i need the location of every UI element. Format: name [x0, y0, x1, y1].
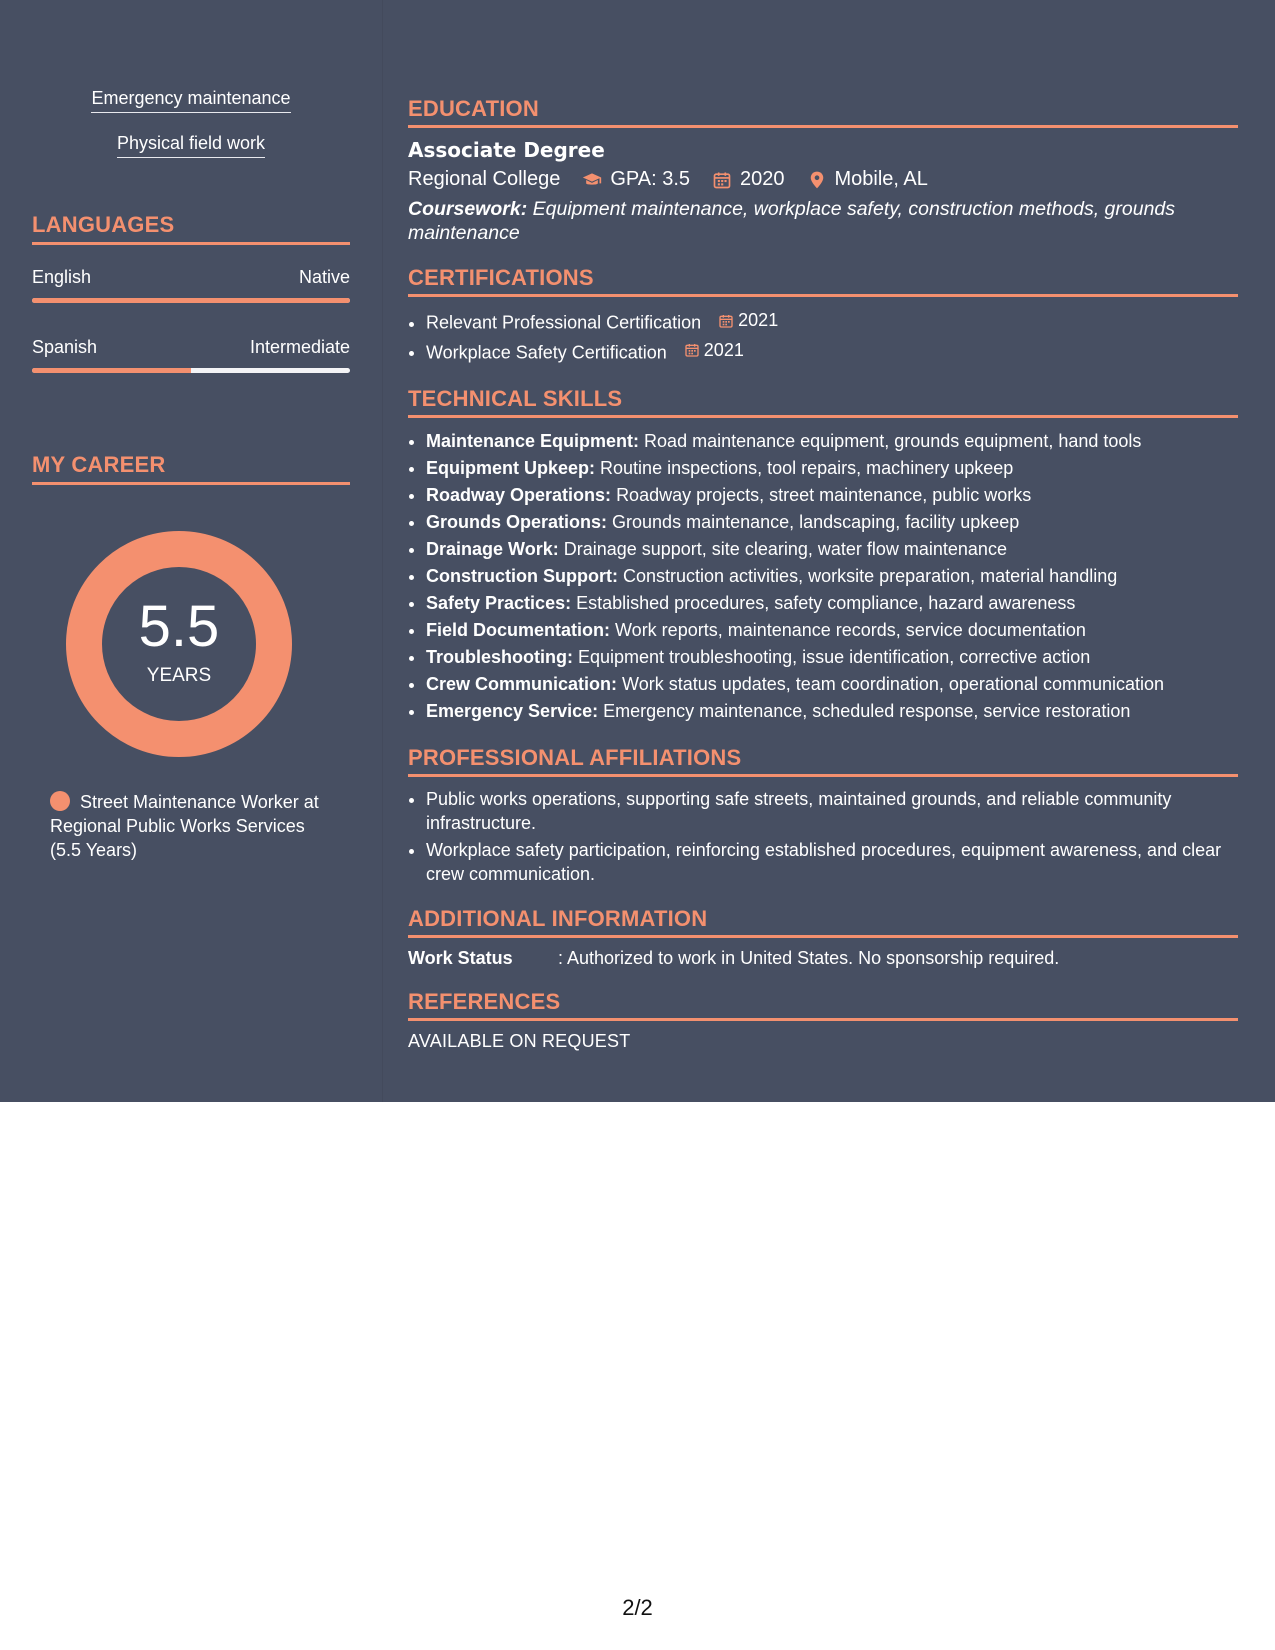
sidebar — [0, 0, 382, 1102]
skill-text: Work reports, maintenance records, service documentation — [615, 620, 1086, 640]
graduation-cap-icon — [582, 170, 602, 190]
calendar-icon — [684, 342, 700, 358]
skill-tag-label: Emergency maintenance — [91, 88, 290, 113]
certification-name: Relevant Professional Certification — [426, 312, 702, 333]
skill-label: Drainage Work: — [426, 539, 559, 559]
affiliations-section — [408, 745, 1238, 886]
certification-item — [426, 337, 1238, 367]
language-spanish — [32, 337, 350, 373]
degree-title: Associate Degree — [408, 138, 605, 162]
education-meta — [408, 168, 1238, 191]
skill-tag — [32, 133, 350, 158]
coursework-text: Equipment maintenance, workplace safety, construction methods, grounds maintenance — [408, 198, 1176, 244]
certifications-heading: CERTIFICATIONS — [408, 265, 1238, 297]
language-bar — [32, 298, 350, 303]
career-heading: MY CAREER — [32, 452, 350, 485]
work-status-row — [408, 948, 1238, 969]
skill-text: Equipment troubleshooting, issue identification, corrective action — [578, 647, 1091, 667]
skill-item — [426, 455, 1238, 482]
certifications-section — [408, 265, 1238, 366]
career-total: 5.5 — [138, 594, 220, 659]
language-name: Spanish — [32, 337, 98, 357]
gpa: GPA: 3.5 — [610, 168, 690, 190]
certification-date — [684, 337, 744, 364]
coursework-label: Coursework: — [408, 198, 528, 220]
education-location: Mobile, AL — [834, 168, 928, 190]
skill-text: Routine inspections, tool repairs, machinery upkeep — [600, 458, 1014, 478]
skill-label: Roadway Operations: — [426, 485, 612, 505]
technical-skills-heading: TECHNICAL SKILLS — [408, 386, 1238, 418]
skill-label: Crew Communication: — [426, 674, 618, 694]
skill-label: Field Documentation: — [426, 620, 610, 640]
references-section — [408, 989, 1238, 1052]
skill-item — [426, 536, 1238, 563]
affiliation-item: • Public works operations, supporting safe streets, maintained grounds, and reliable community infrastructure. — [426, 787, 1238, 835]
skill-item — [426, 698, 1238, 725]
work-status-label: Work Status — [408, 948, 513, 968]
career-legend-label: Street Maintenance Worker at Regional Public Works Services (5.5 Years) — [50, 792, 319, 860]
additional-info-section — [408, 906, 1238, 969]
school-name: Regional College — [408, 168, 561, 190]
calendar-icon — [718, 313, 734, 329]
skill-item — [426, 563, 1238, 590]
skill-item — [426, 617, 1238, 644]
skill-item — [426, 482, 1238, 509]
skill-item — [426, 671, 1238, 698]
affiliation-item: • Workplace safety participation, reinforcing established procedures, equipment awareness, and clear crew communication. — [426, 838, 1238, 886]
certification-item — [426, 307, 1238, 337]
coursework — [408, 197, 1238, 245]
education-heading: EDUCATION — [408, 96, 1238, 128]
skill-item — [426, 590, 1238, 617]
skill-text: Roadway projects, street maintenance, public works — [616, 485, 1032, 505]
certification-date — [718, 307, 778, 334]
language-bar-fill — [32, 298, 350, 303]
language-bar — [32, 368, 350, 373]
languages-heading: LANGUAGES — [32, 212, 350, 245]
skill-text: Road maintenance equipment, grounds equipment, hand tools — [644, 431, 1142, 451]
skill-tag-label: Physical field work — [117, 133, 265, 158]
page-number: 2/2 — [622, 1595, 653, 1620]
skill-text: Construction activities, worksite preparation, material handling — [623, 566, 1118, 586]
certifications-list — [408, 307, 1238, 366]
certification-year: 2021 — [703, 339, 744, 360]
skill-label: Troubleshooting: — [426, 647, 573, 667]
main-content — [408, 96, 1238, 1072]
skill-label: Maintenance Equipment: — [426, 431, 640, 451]
skill-label: Emergency Service: — [426, 701, 599, 721]
affiliations-list — [408, 787, 1238, 886]
skill-text: Drainage support, site clearing, water flow maintenance — [563, 539, 1007, 559]
skill-text: Work status updates, team coordination, operational communication — [622, 674, 1164, 694]
career-legend-dot — [50, 791, 70, 811]
skill-item — [426, 428, 1238, 455]
skill-label: Safety Practices: — [426, 593, 572, 613]
skill-label: Grounds Operations: — [426, 512, 608, 532]
column-divider — [382, 0, 383, 1102]
additional-info-heading: ADDITIONAL INFORMATION — [408, 906, 1238, 938]
technical-skills-section — [408, 386, 1238, 725]
language-level: Intermediate — [249, 337, 350, 357]
skill-text: Established procedures, safety compliance, hazard awareness — [576, 593, 1076, 613]
graduation-year: 2020 — [740, 168, 785, 190]
language-english — [32, 267, 350, 303]
references-heading: REFERENCES — [408, 989, 1238, 1021]
language-level: Native — [298, 267, 350, 287]
skill-tag — [32, 88, 350, 113]
certification-name: Workplace Safety Certification — [426, 342, 667, 362]
career-unit: YEARS — [146, 665, 212, 686]
language-name: English — [32, 267, 92, 287]
references-text: AVAILABLE ON REQUEST — [408, 1031, 631, 1051]
skill-label: Equipment Upkeep: — [426, 458, 596, 478]
skill-item — [426, 509, 1238, 536]
skill-text: Grounds maintenance, landscaping, facility upkeep — [612, 512, 1020, 532]
technical-skills-list — [408, 428, 1238, 725]
calendar-icon — [712, 170, 732, 190]
skill-label: Construction Support: — [426, 566, 618, 586]
affiliations-heading: PROFESSIONAL AFFILIATIONS — [408, 745, 1238, 777]
career-legend-item — [50, 790, 330, 862]
language-bar-fill — [32, 368, 191, 373]
work-status-value: : Authorized to work in United States. No sponsorship required. — [558, 948, 1060, 968]
map-pin-icon — [807, 170, 827, 190]
skill-item — [426, 644, 1238, 671]
education-section — [408, 96, 1238, 245]
certification-year: 2021 — [738, 310, 779, 330]
skill-text: Emergency maintenance, scheduled response, service restoration — [603, 701, 1131, 721]
